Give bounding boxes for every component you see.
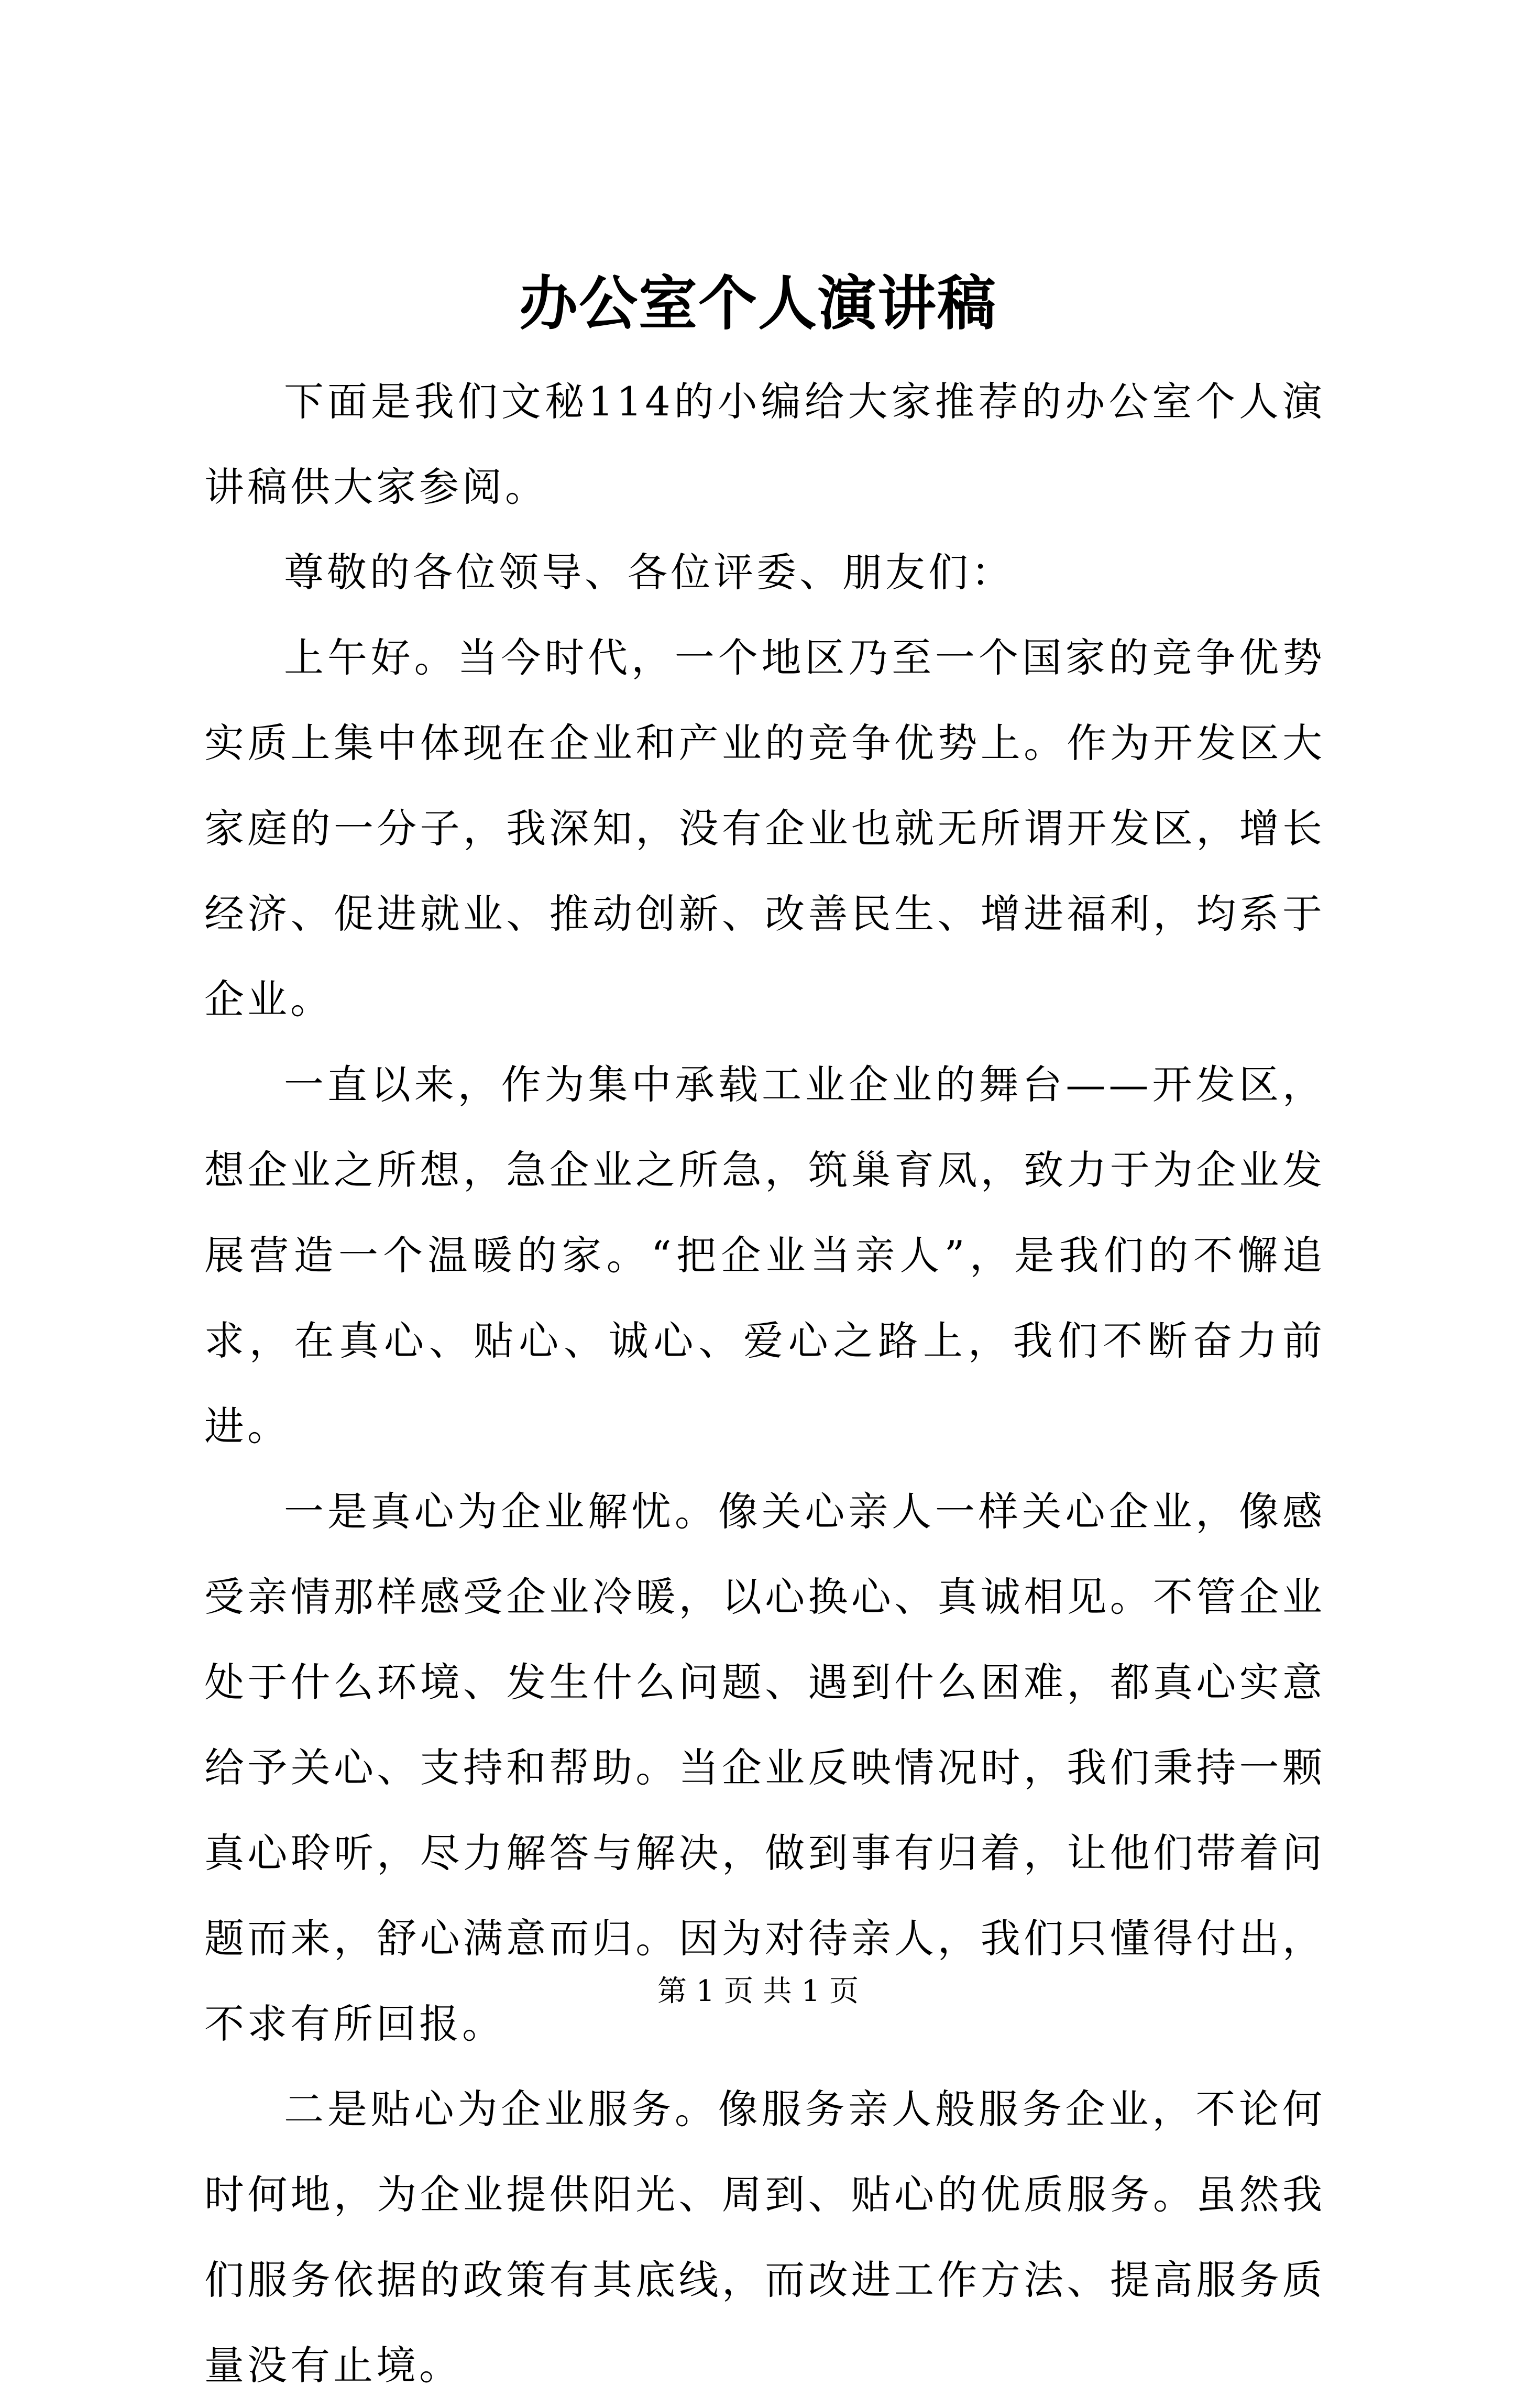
paragraph-point-one: 一是真心为企业解忧。像关心亲人一样关心企业，像感受亲情那样感受企业冷暖，以心换心、真诚相见。不管企业处于什么环境、发生什么问题、遇到什么困难，都真心实意给予关心、支持和帮助。当企业反映情况时，我们秉持一颗真心聆听，尽力解答与解决，做到事有归着，让他们带着问题而来，舒心满意而归。因为对待亲人，我们只懂得付出，不求有所回报。 — [204, 1488, 1325, 2047]
paragraph-overview: 一直以来，作为集中承载工业企业的舞台——开发区，想企业之所想，急企业之所急，筑巢育凤，致力于为企业发展营造一个温暖的家。“把企业当亲人”，是我们的不懈追求，在真心、贴心、诚心、爱心之路上，我们不断奋力前进。 — [204, 1061, 1325, 1449]
paragraph-point-two: 二是贴心为企业服务。像服务亲人般服务企业，不论何时何地，为企业提供阳光、周到、贴心的优质服务。虽然我们服务依据的政策有其底线，而改进工作方法、提高服务质量没有止境。 — [204, 2086, 1325, 2389]
page-footer: 第 1 页 共 1 页 — [657, 1974, 859, 2008]
paragraph-greeting: 上午好。当今时代，一个地区乃至一个国家的竞争优势实质上集中体现在企业和产业的竞争优势上。作为开发区大家庭的一分子，我深知，没有企业也就无所谓开发区，增长经济、促进就业、推动创新、改善民生、增进福利，均系于企业。 — [204, 634, 1325, 1022]
document-title: 办公室个人演讲稿 — [519, 269, 997, 338]
paragraph-salutation: 尊敬的各位领导、各位评委、朋友们： — [284, 549, 1014, 596]
paragraph-intro: 下面是我们文秘114的小编给大家推荐的办公室个人演讲稿供大家参阅。 — [204, 378, 1325, 510]
document-body — [204, 359, 1325, 2408]
